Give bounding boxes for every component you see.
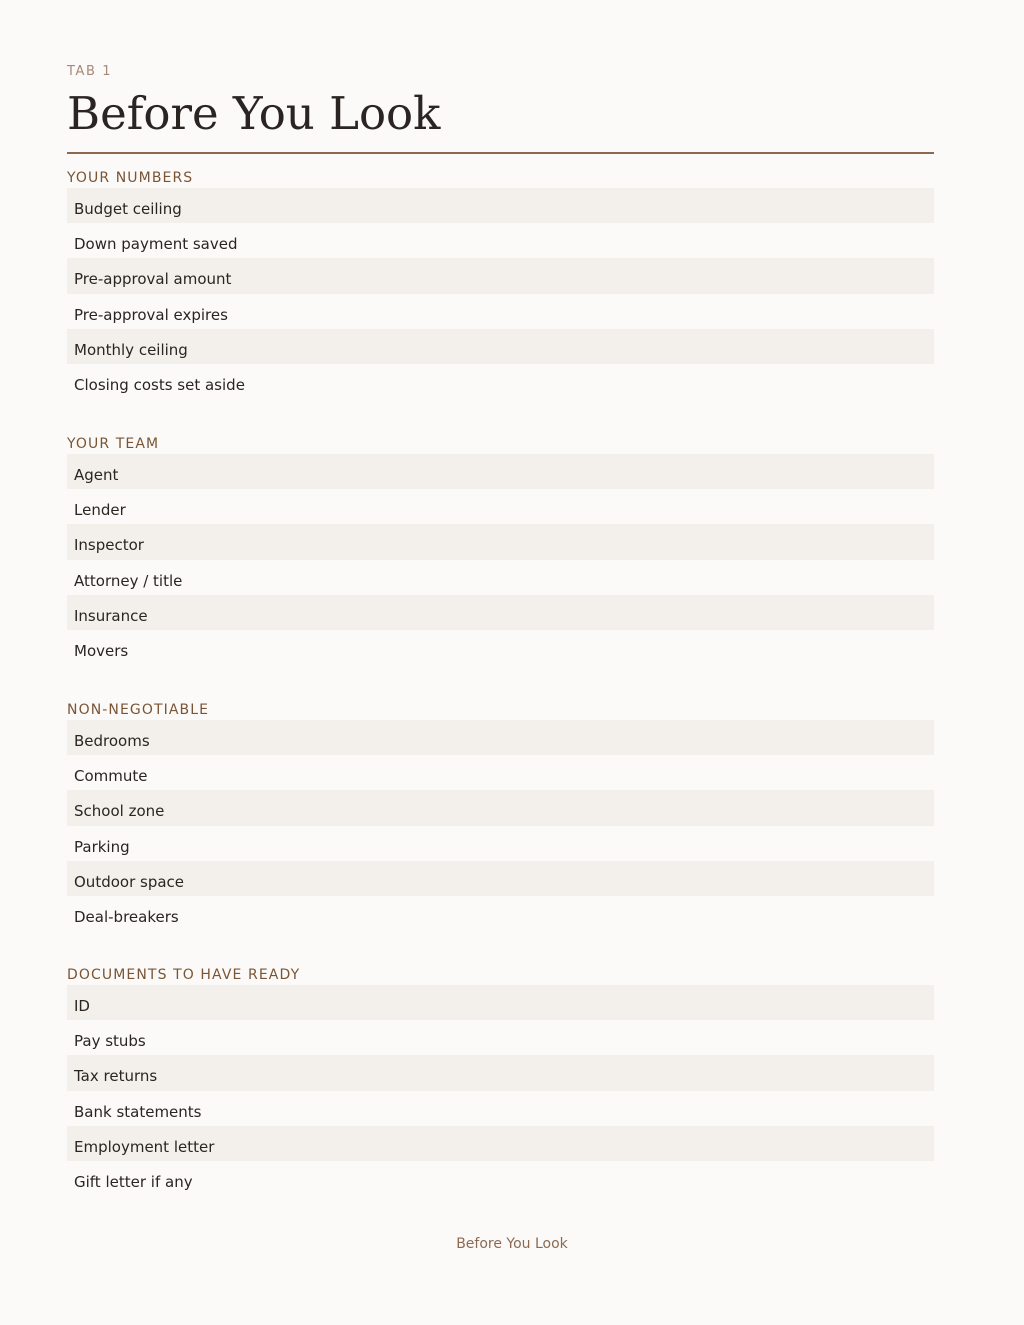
page-title: Before You Look [67, 87, 441, 140]
field-row-gift-letter[interactable]: Gift letter if any [74, 1172, 193, 1191]
field-row-id[interactable]: ID [67, 985, 934, 1020]
section-heading: DOCUMENTS TO HAVE READY [67, 967, 301, 983]
field-row-lender[interactable]: Lender [74, 501, 126, 520]
field-row-closing-costs[interactable]: Closing costs set aside [74, 375, 245, 394]
field-row-commute[interactable]: Commute [74, 767, 148, 786]
title-divider [67, 152, 934, 154]
section-documents [67, 967, 934, 1196]
field-row-bedrooms[interactable]: Bedrooms [67, 720, 934, 755]
field-row-pre-approval-amount[interactable]: Pre-approval amount [67, 258, 934, 293]
field-row-tax-returns[interactable]: Tax returns [67, 1055, 934, 1090]
field-row-deal-breakers[interactable]: Deal-breakers [74, 907, 179, 926]
field-list [67, 454, 934, 665]
field-row-movers[interactable]: Movers [74, 641, 129, 660]
field-row-parking[interactable]: Parking [74, 837, 130, 856]
tab-label: TAB 1 [67, 64, 113, 79]
field-row-agent[interactable]: Agent [67, 454, 934, 489]
field-row-attorney-title[interactable]: Attorney / title [74, 571, 183, 590]
field-list [67, 188, 934, 399]
field-row-down-payment-saved[interactable]: Down payment saved [74, 235, 238, 254]
section-heading: NON-NEGOTIABLE [67, 702, 210, 718]
section-heading: YOUR NUMBERS [67, 170, 194, 186]
field-row-pre-approval-expires[interactable]: Pre-approval expires [74, 305, 228, 324]
field-row-budget-ceiling[interactable]: Budget ceiling [67, 188, 934, 223]
field-row-bank-statements[interactable]: Bank statements [74, 1102, 202, 1121]
field-row-school-zone[interactable]: School zone [67, 790, 934, 825]
section-heading: YOUR TEAM [67, 436, 160, 452]
field-row-employment-letter[interactable]: Employment letter [67, 1126, 934, 1161]
field-list [67, 720, 934, 931]
field-row-pay-stubs[interactable]: Pay stubs [74, 1032, 146, 1051]
section-your-team [67, 436, 934, 665]
field-row-inspector[interactable]: Inspector [67, 524, 934, 559]
section-non-negotiable [67, 702, 934, 931]
field-list [67, 985, 934, 1196]
page-footer: Before You Look [456, 1236, 568, 1252]
section-your-numbers [67, 170, 934, 399]
field-row-outdoor-space[interactable]: Outdoor space [67, 861, 934, 896]
field-row-monthly-ceiling[interactable]: Monthly ceiling [67, 329, 934, 364]
field-row-insurance[interactable]: Insurance [67, 595, 934, 630]
